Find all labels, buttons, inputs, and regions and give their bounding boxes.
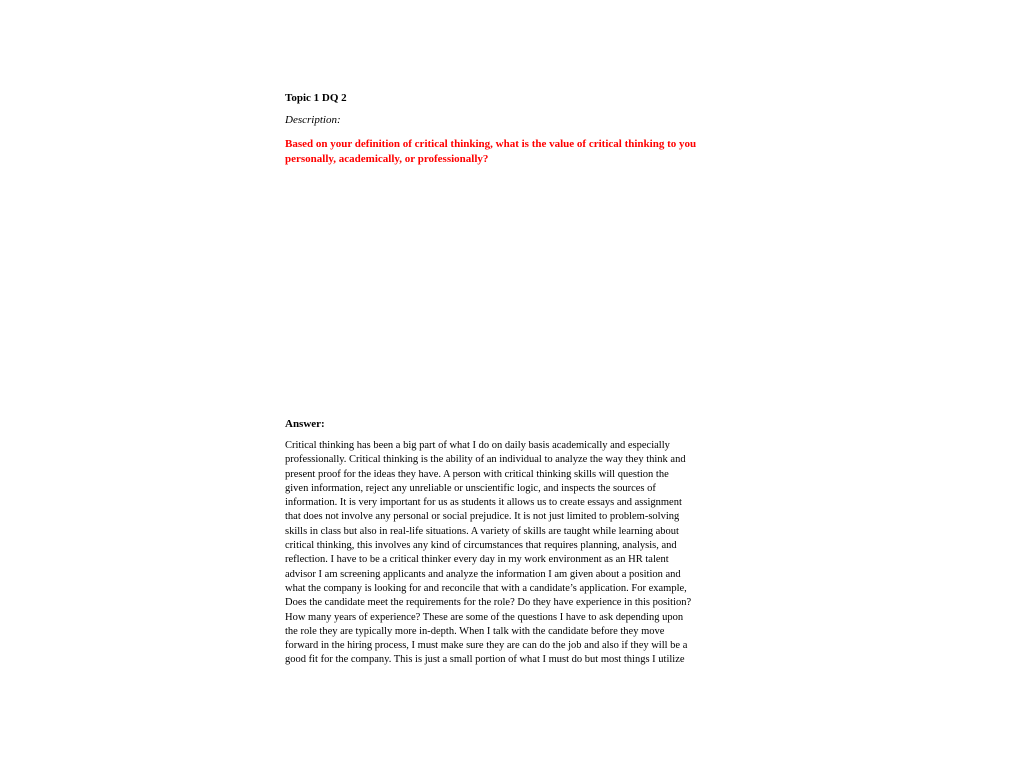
answer-line: good fit for the company. This is just a small portion of what I must do but most things I utilize: [285, 654, 685, 666]
answer-line: reflection. I have to be a critical thinker every day in my work environment as an HR talent: [285, 554, 669, 566]
answer-body: [285, 439, 737, 668]
answer-line: present proof for the ideas they have. A person with critical thinking skills will question the: [285, 468, 669, 480]
question-line: personally, academically, or professionally?: [285, 153, 489, 165]
question-line: Based on your definition of critical thinking, what is the value of critical thinking to you: [285, 138, 697, 150]
answer-line: professionally. Critical thinking is the ability of an individual to analyze the way they think and: [285, 454, 686, 466]
answer-line: skills in class but also in real-life situations. A variety of skills are taught while learning about: [285, 525, 679, 537]
answer-line: forward in the hiring process, I must make sure they are can do the job and also if they will be a: [285, 640, 688, 652]
answer-line: How many years of experience? These are some of the questions I have to ask depending upon: [285, 611, 684, 623]
answer-line: Critical thinking has been a big part of what I do on daily basis academically and especially: [285, 440, 670, 451]
answer-line: advisor I am screening applicants and analyze the information I am given about a position and: [285, 568, 681, 580]
answer-line: information. It is very important for us as students it allows us to create essays and assignment: [285, 497, 682, 509]
answer-line: the role they are typically more in-depth. When I talk with the candidate before they move: [285, 625, 665, 637]
answer-line: that does not involve any personal or social prejudice. It is not just limited to problem-solving: [285, 511, 680, 523]
answer-line: what the company is looking for and reconcile that with a candidate’s application. For example,: [285, 582, 687, 594]
topic-title: Topic 1 DQ 2: [285, 92, 347, 104]
discussion-question: [285, 137, 737, 167]
answer-line: given information, reject any unreliable or unscientific logic, and inspects the sources of: [285, 482, 656, 494]
answer-line: critical thinking, this involves any kind of circumstances that requires planning, analysis, and: [285, 540, 677, 552]
answer-label: Answer:: [285, 418, 325, 430]
answer-line: Does the candidate meet the requirements for the role? Do they have experience in this position?: [285, 597, 692, 609]
description-label: Description:: [285, 114, 341, 126]
